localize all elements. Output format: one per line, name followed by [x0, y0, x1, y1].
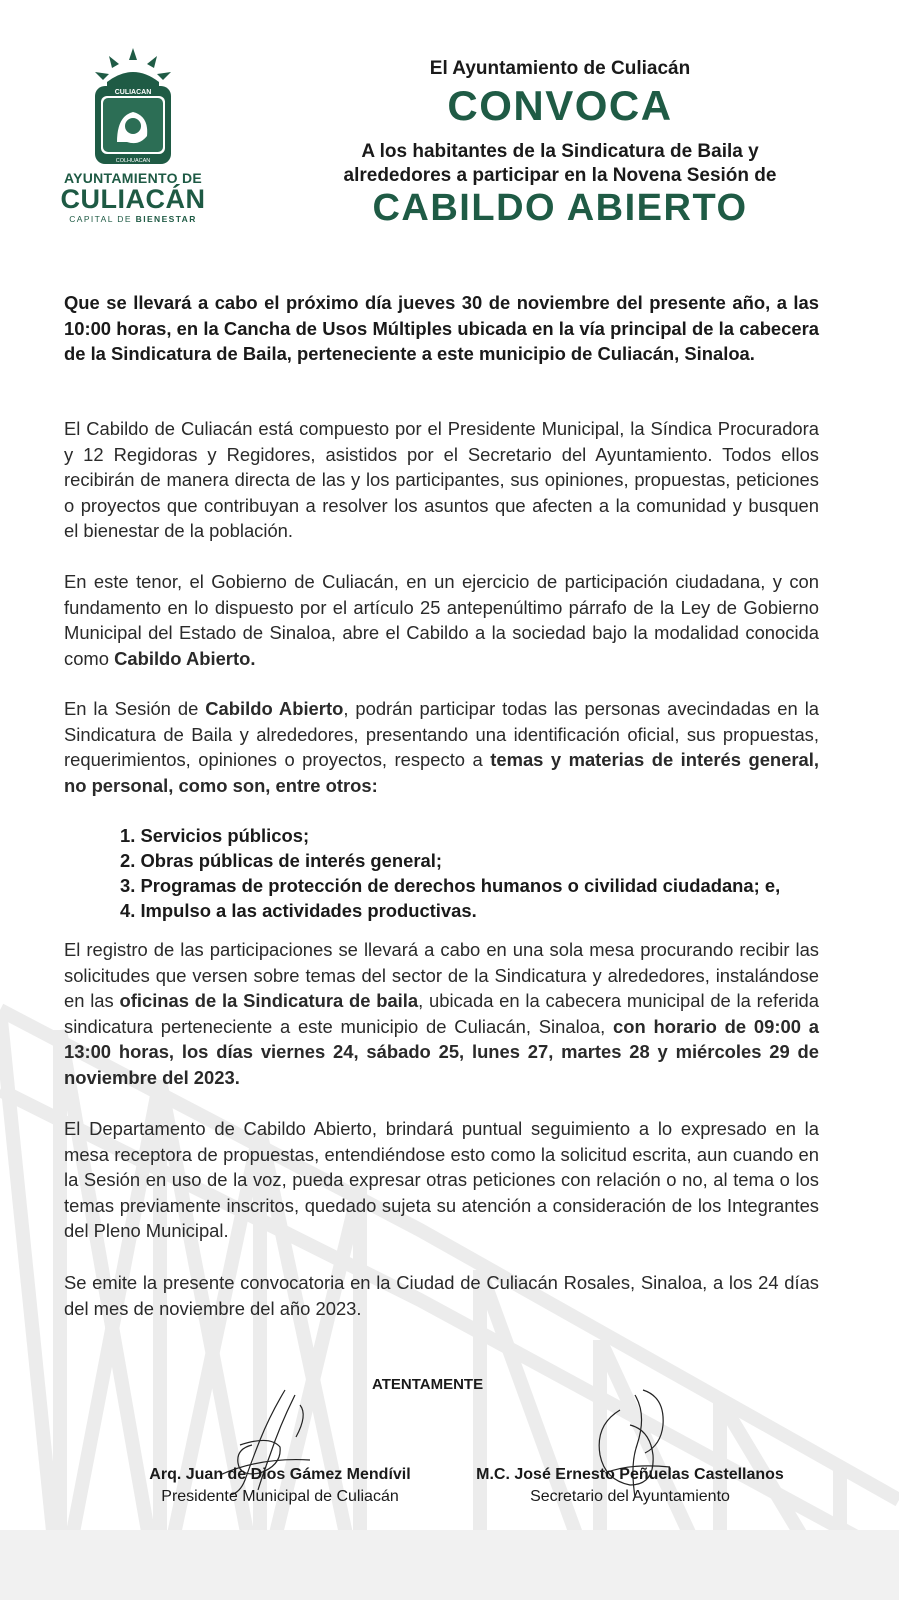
sesion-text-a: En la Sesión de [64, 698, 206, 719]
subtitle-line2: alrededores a participar en la Novena Sesión de [343, 165, 777, 186]
tenor-text: En este tenor, el Gobierno de Culiacán, en un ejercicio de participación ciudadana, y con fundamento en lo dispuesto por el artículo 25 antepenúltimo párrafo de la Ley de Gobierno Municipal del Estado de Sinaloa, abre el Cabildo a la sociedad bajo la modalidad conocida como [64, 571, 819, 669]
signatory-right [440, 1464, 820, 1508]
registro-paragraph [64, 937, 819, 1090]
sesion-paragraph [64, 696, 819, 798]
list-item: 4. Impulso a las actividades productivas. [120, 900, 477, 921]
atentamente-label: ATENTAMENTE [372, 1376, 484, 1393]
registro-bold-b: con horario de 09:00 a 13:00 horas, los días viernes 24, sábado 25, lunes 27, martes 28 y miércoles 29 de noviembre del 2023. [64, 1015, 819, 1088]
logo-line1: AYUNTAMIENTO DE [63, 170, 203, 186]
right-signatory-title: Secretario del Ayuntamiento [530, 1488, 730, 1505]
logo-tagline-b: BIENESTAR [135, 214, 197, 224]
topics-list [120, 823, 840, 923]
registro-text-a: El registro de las participaciones se llevará a cabo en una sola mesa procurando recibir las solicitudes que versen sobre temas del sector de la Sindicatura y alrededores, instalándose en las [64, 939, 819, 1011]
logo-line3 [58, 214, 208, 224]
intro-paragraph: Que se llevará a cabo el próximo día jueves 30 de noviembre del presente año, a las 10:00 horas, en la Cancha de Usos Múltiples ubicada en la vía principal de la cabecera de la Sindicatura de Baila, perteneciente a este municipio de Culiacán, Sinaloa. [64, 292, 819, 364]
registro-bold-a: oficinas de la Sindicatura de baila [119, 990, 419, 1011]
sesion-bold-a: Cabildo Abierto [205, 698, 344, 719]
tenor-bold: Cabildo Abierto. [114, 647, 256, 669]
logo-line2: CULIACÁN [60, 184, 206, 214]
emblem-bottom-label: COLHUACAN [115, 158, 151, 164]
convoca-title: CONVOCA [447, 82, 673, 129]
sesion-bold-b: temas y materias de interés general, no personal, como son, entre otros: [64, 749, 819, 796]
sesion-text-b: , podrán participar todas las personas avecindadas en la Sindicatura de Baila y alrededores, presentando una identificación oficial, sus propuestas, requerimientos, opiniones o proyectos, respecto a [64, 698, 820, 770]
tenor-paragraph [64, 569, 819, 671]
logo-tagline-a: CAPITAL DE [69, 214, 136, 224]
issuer-heading: El Ayuntamiento de Culiacán [429, 58, 691, 79]
invitation-subtitle [300, 140, 820, 188]
emision-paragraph: Se emite la presente convocatoria en la Ciudad de Culiacán Rosales, Sinaloa, a los 24 días del mes de noviembre del año 2023. [64, 1272, 819, 1319]
left-signatory-title: Presidente Municipal de Culiacán [161, 1488, 399, 1505]
left-signatory-name: Arq. Juan de Dios Gámez Mendívil [149, 1466, 411, 1483]
right-signatory-name: M.C. José Ernesto Peñuelas Castellanos [476, 1466, 784, 1483]
registro-text-b: , ubicada en la cabecera municipal de la referida sindicatura perteneciente a este municipio de Culiacán, Sinaloa, [64, 990, 819, 1037]
cabildo-paragraph: El Cabildo de Culiacán está compuesto por el Presidente Municipal, la Síndica Procuradora y 12 Regidoras y Regidores, asistidos por el Secretario del Ayuntamiento. Todos ellos recibirán de manera directa de las y los participantes, sus opiniones, propuestas, peticiones o proyectos que contribuyan a resolver los asuntos que afecten a la comunidad y busquen el bienestar de la población. [64, 418, 819, 541]
list-item: 3. Programas de protección de derechos humanos o civilidad ciudadana; e, [120, 875, 781, 896]
emblem-top-label: CULIACAN [114, 89, 152, 96]
departamento-paragraph: El Departamento de Cabildo Abierto, brindará puntual seguimiento a lo expresado en la mesa receptora de propuestas, entendiéndose esto como la solicitud escrita, aun cuando en la Sesión en uso de la voz, pueda expresar otras peticiones con relación o no, al tema o los temas previamente inscritos, quedado sujeta su atención a consideración de los Integrantes del Pleno Municipal. [64, 1118, 819, 1241]
coat-of-arms-icon [87, 46, 179, 168]
ayuntamiento-logo [58, 46, 208, 236]
cabildo-abierto-title: CABILDO ABIERTO [372, 187, 748, 229]
signatory-left [110, 1464, 450, 1508]
list-item: 2. Obras públicas de interés general; [120, 850, 442, 871]
list-item: 1. Servicios públicos; [120, 825, 310, 846]
subtitle-line1: A los habitantes de la Sindicatura de Baila y [361, 141, 759, 162]
